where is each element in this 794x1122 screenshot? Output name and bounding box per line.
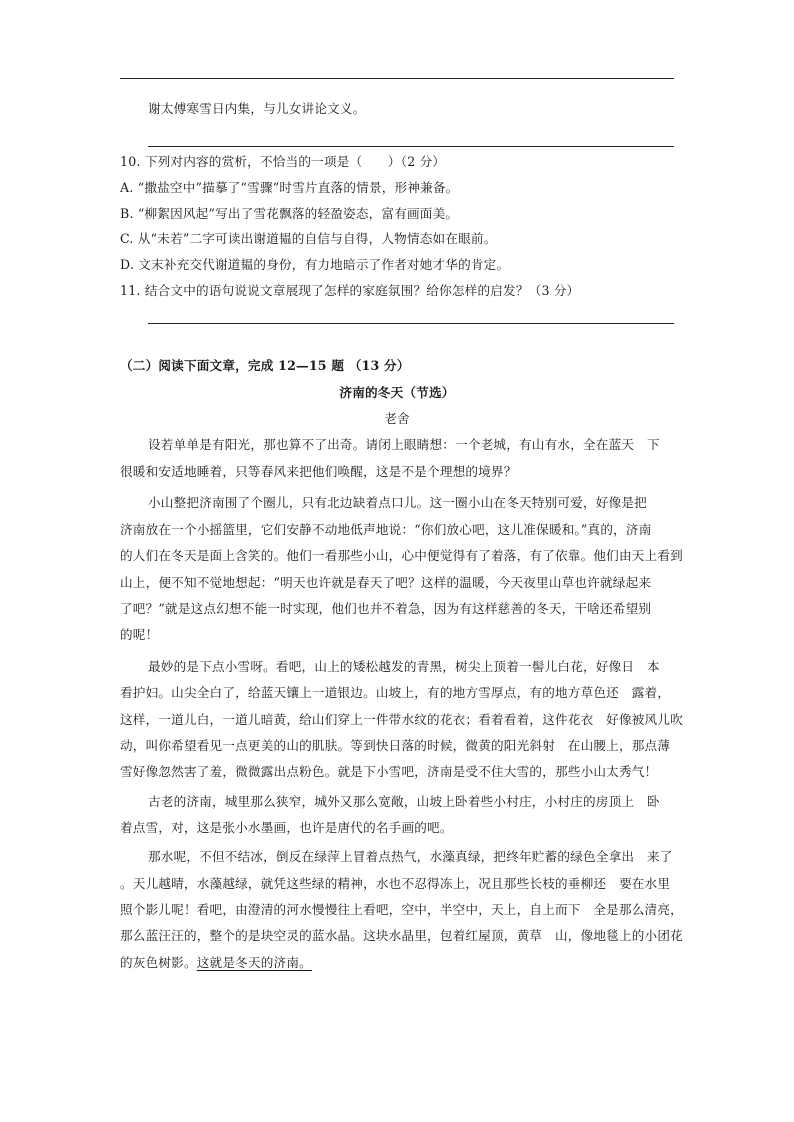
question-10-option-a: A. “撒盐空中”描摹了“雪骤”时雪片直落的情景，形神兼备。 bbox=[120, 180, 459, 195]
article-line: 着点雪，对，这是张小水墨画，也许是唐代的名手画的吧。 bbox=[120, 820, 453, 835]
article-line: 的人们在冬天是面上含笑的。他们一看那些小山，心中便觉得有了着落，有了依靠。他们由天上看到 bbox=[120, 548, 683, 563]
article-line: 照个影儿呢！看吧，由澄清的河水慢慢往上看吧，空中，半空中，天上，自上而下 全是那么清亮， bbox=[120, 902, 683, 917]
answer-line-top bbox=[120, 78, 674, 79]
answer-line-q9 bbox=[148, 146, 674, 147]
question-10-option-c: C. 从“未若”二字可读出谢道韫的自信与自得，人物情态如在眼前。 bbox=[120, 231, 497, 246]
article-author: 老舍 bbox=[384, 411, 410, 426]
underlined-sentence: 这就是冬天的济南。 bbox=[196, 955, 312, 970]
article-line: 这样，一道儿白，一道儿暗黄，给山们穿上一件带水纹的花衣；看着看着，这件花衣 好像被风儿吹 bbox=[120, 712, 683, 727]
article-line: 最妙的是下点小雪呀。看吧，山上的矮松越发的青黑，树尖上顶着一髻儿白花，好像日 本 bbox=[148, 659, 660, 674]
article-line: 的呢！ bbox=[120, 627, 159, 642]
question-10-option-d: D. 文末补充交代谢道韫的身份，有力地暗示了作者对她才华的肯定。 bbox=[120, 257, 510, 272]
article-line: 那水呢，不但不结冰，倒反在绿萍上冒着点热气，水藻真绿，把终年贮蓄的绿色全拿出 来了 bbox=[148, 849, 673, 864]
article-line: 小山整把济南围了个圈儿，只有北边缺着点口儿。这一圈小山在冬天特别可爱，好像是把 bbox=[148, 495, 647, 510]
question-11-stem: 11. 结合文中的语句说说文章展现了怎样的家庭氛围？给你怎样的启发？（3 分） bbox=[120, 283, 580, 298]
article-line: 很暖和安适地睡着，只等春风来把他们唤醒，这是不是个理想的境界？ bbox=[120, 464, 517, 479]
article-last-line bbox=[120, 955, 312, 971]
quoted-sentence: 谢太傅寒雪日内集，与儿女讲论文义。 bbox=[148, 101, 366, 116]
article-line: 动，叫你希望看见一点更美的山的肌肤。等到快日落的时候，微黄的阳光斜射 在山腰上，那点薄 bbox=[120, 738, 671, 753]
question-10-option-b: B. “柳絮因风起”写出了雪花飘落的轻盈姿态，富有画面美。 bbox=[120, 206, 459, 221]
article-line: 雪好像忽然害了羞，微微露出点粉色。就是下小雪吧，济南是受不住大雪的，那些小山太秀气！ bbox=[120, 764, 658, 779]
article-title: 济南的冬天（节选） bbox=[339, 385, 455, 400]
article-line: 古老的济南，城里那么狭窄，城外又那么宽敞，山坡上卧着些小村庄，小村庄的房顶上 卧 bbox=[148, 794, 660, 809]
article-line: 了吧？”就是这点幻想不能一时实现，他们也并不着急，因为有这样慈善的冬天，干啥还希望别 bbox=[120, 601, 652, 616]
article-line: 设若单单是有阳光，那也算不了出奇。请闭上眼睛想：一个老城，有山有水，全在蓝天 下 bbox=[148, 437, 660, 452]
article-line-text: 的灰色树影。 bbox=[120, 955, 197, 970]
question-10-stem: 10. 下列对内容的赏析，不恰当的一项是（ ）（2 分） bbox=[120, 154, 446, 169]
article-line: 山上，便不知不觉地想起：“明天也许就是春天了吧？这样的温暖，今天夜里山草也许就绿起来 bbox=[120, 575, 652, 590]
section-heading: （二）阅读下面文章，完成 12—15 题 （13 分） bbox=[120, 358, 410, 373]
article-line: 济南放在一个小摇篮里，它们安静不动地低声地说：“你们放心吧，这儿准保暖和。”真的，济南 bbox=[120, 522, 652, 537]
article-line: 。天儿越晴，水藻越绿，就凭这些绿的精神，水也不忍得冻上，况且那些长枝的垂柳还 要在水里 bbox=[120, 876, 671, 891]
article-line: 看护妇。山尖全白了，给蓝天镶上一道银边。山坡上，有的地方雪厚点，有的地方草色还 露着， bbox=[120, 685, 671, 700]
answer-line-q11 bbox=[148, 323, 674, 324]
article-line: 那么蓝汪汪的，整个的是块空灵的蓝水晶。这块水晶里，包着红屋顶，黄草 山，像地毯上的小团花 bbox=[120, 928, 683, 943]
